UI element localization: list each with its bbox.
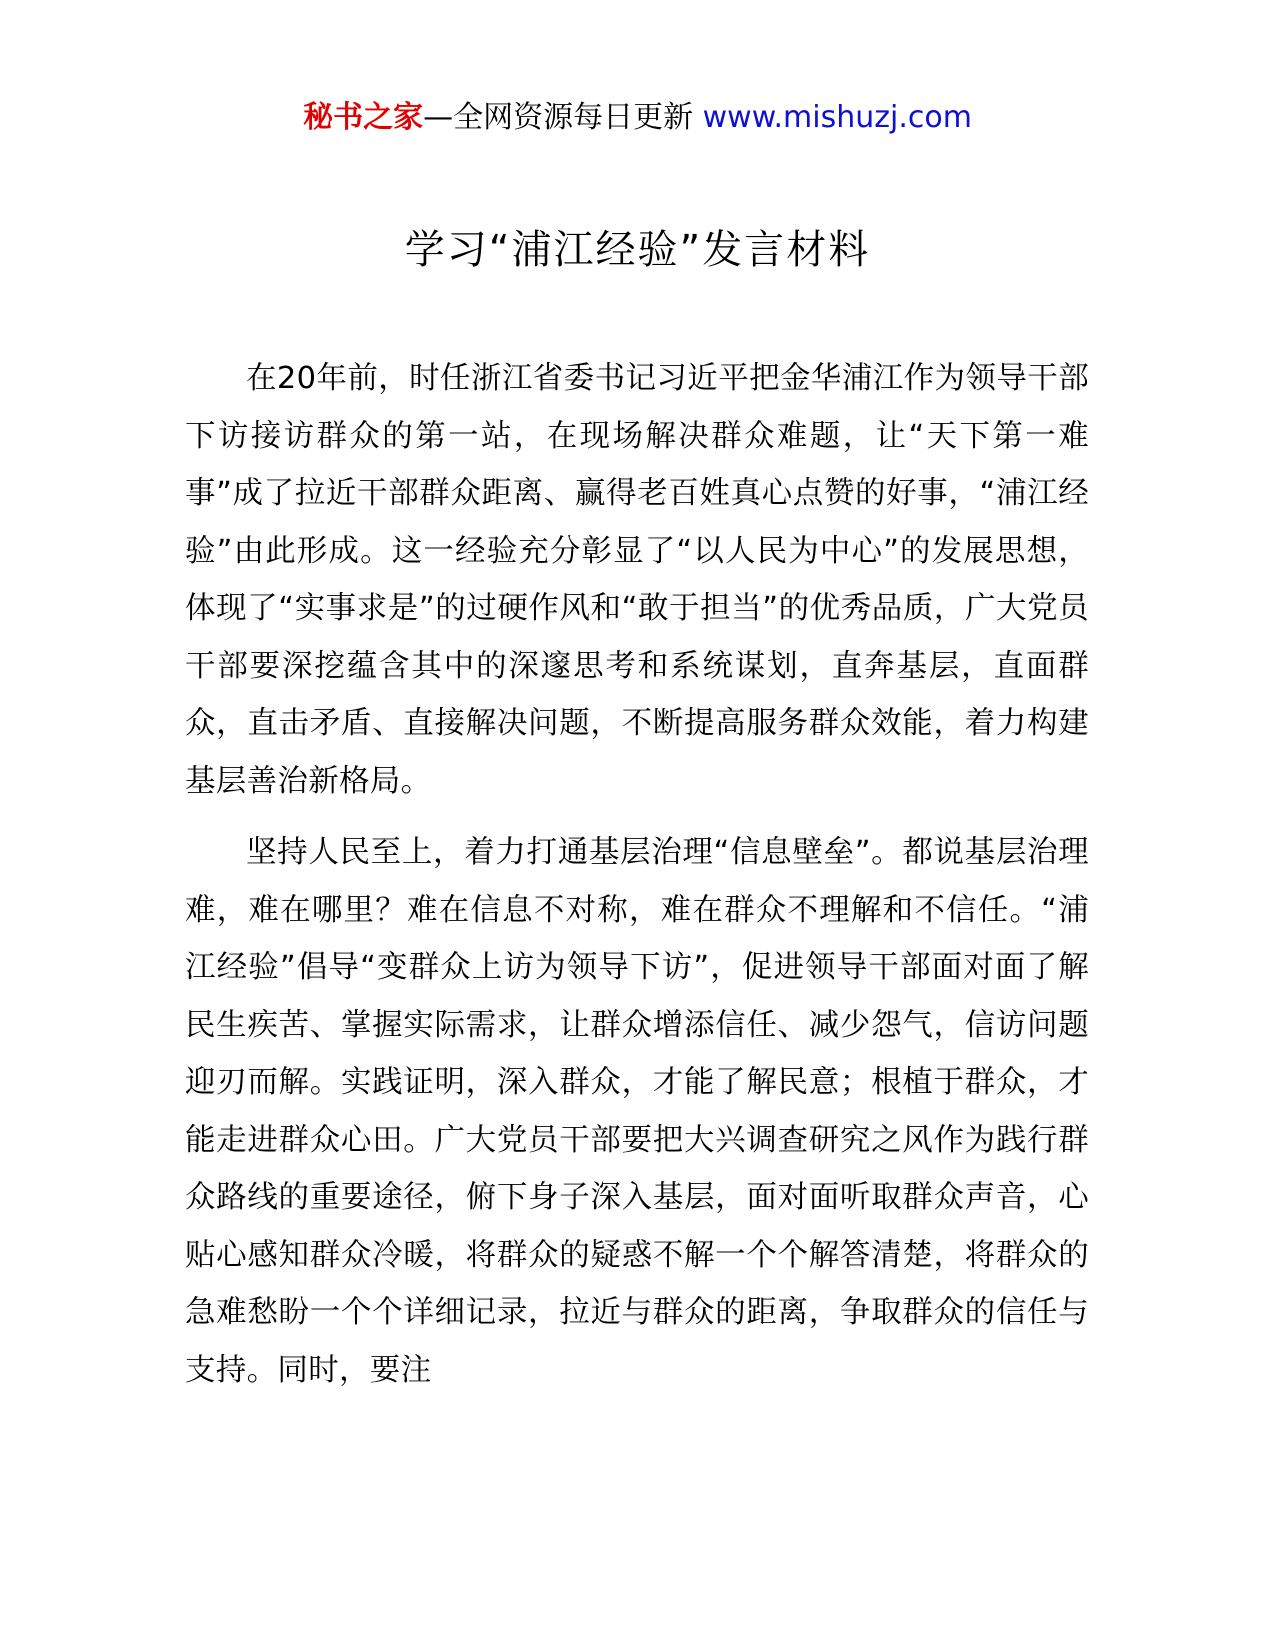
site-header	[0, 96, 1275, 140]
site-url-link[interactable]: www.mishuzj.com	[702, 100, 972, 135]
paragraph-1: 在20年前，时任浙江省委书记习近平把金华浦江作为领导干部下访接访群众的第一站，在现场解决群众难题，让“天下第一难事”成了拉近干部群众距离、赢得老百姓真心点赞的好事，“浦江经验”由此形成。这一经验充分彰显了“以人民为中心”的发展思想，体现了“实事求是”的过硬作风和“敢于担当”的优秀品质，广大党员干部要深挖蕴含其中的深邃思考和系统谋划，直奔基层，直面群众，直击矛盾、直接解决问题，不断提高服务群众效能，着力构建基层善治新格局。	[185, 361, 1089, 799]
brand-name: 秘书之家	[303, 100, 424, 135]
header-tagline: —全网资源每日更新	[423, 100, 694, 135]
document-title: 学习“浦江经验”发言材料	[404, 227, 871, 273]
paragraph-2: 坚持人民至上，着力打通基层治理“信息壁垒”。都说基层治理难，难在哪里？难在信息不对称，难在群众不理解和不信任。“浦江经验”倡导“变群众上访为领导下访”，促进领导干部面对面了解民生疾苦、掌握实际需求，让群众增添信任、减少怨气，信访问题迎刃而解。实践证明，深入群众，才能了解民意；根植于群众，才能走进群众心田。广大党员干部要把大兴调查研究之风作为践行群众路线的重要途径，俯下身子深入基层，面对面听取群众声音，心贴心感知群众冷暖，将群众的疑惑不解一个个解答清楚，将群众的急难愁盼一个个详细记录，拉近与群众的距离，争取群众的信任与支持。同时，要注	[185, 835, 1089, 1388]
document-body	[185, 350, 1089, 1413]
